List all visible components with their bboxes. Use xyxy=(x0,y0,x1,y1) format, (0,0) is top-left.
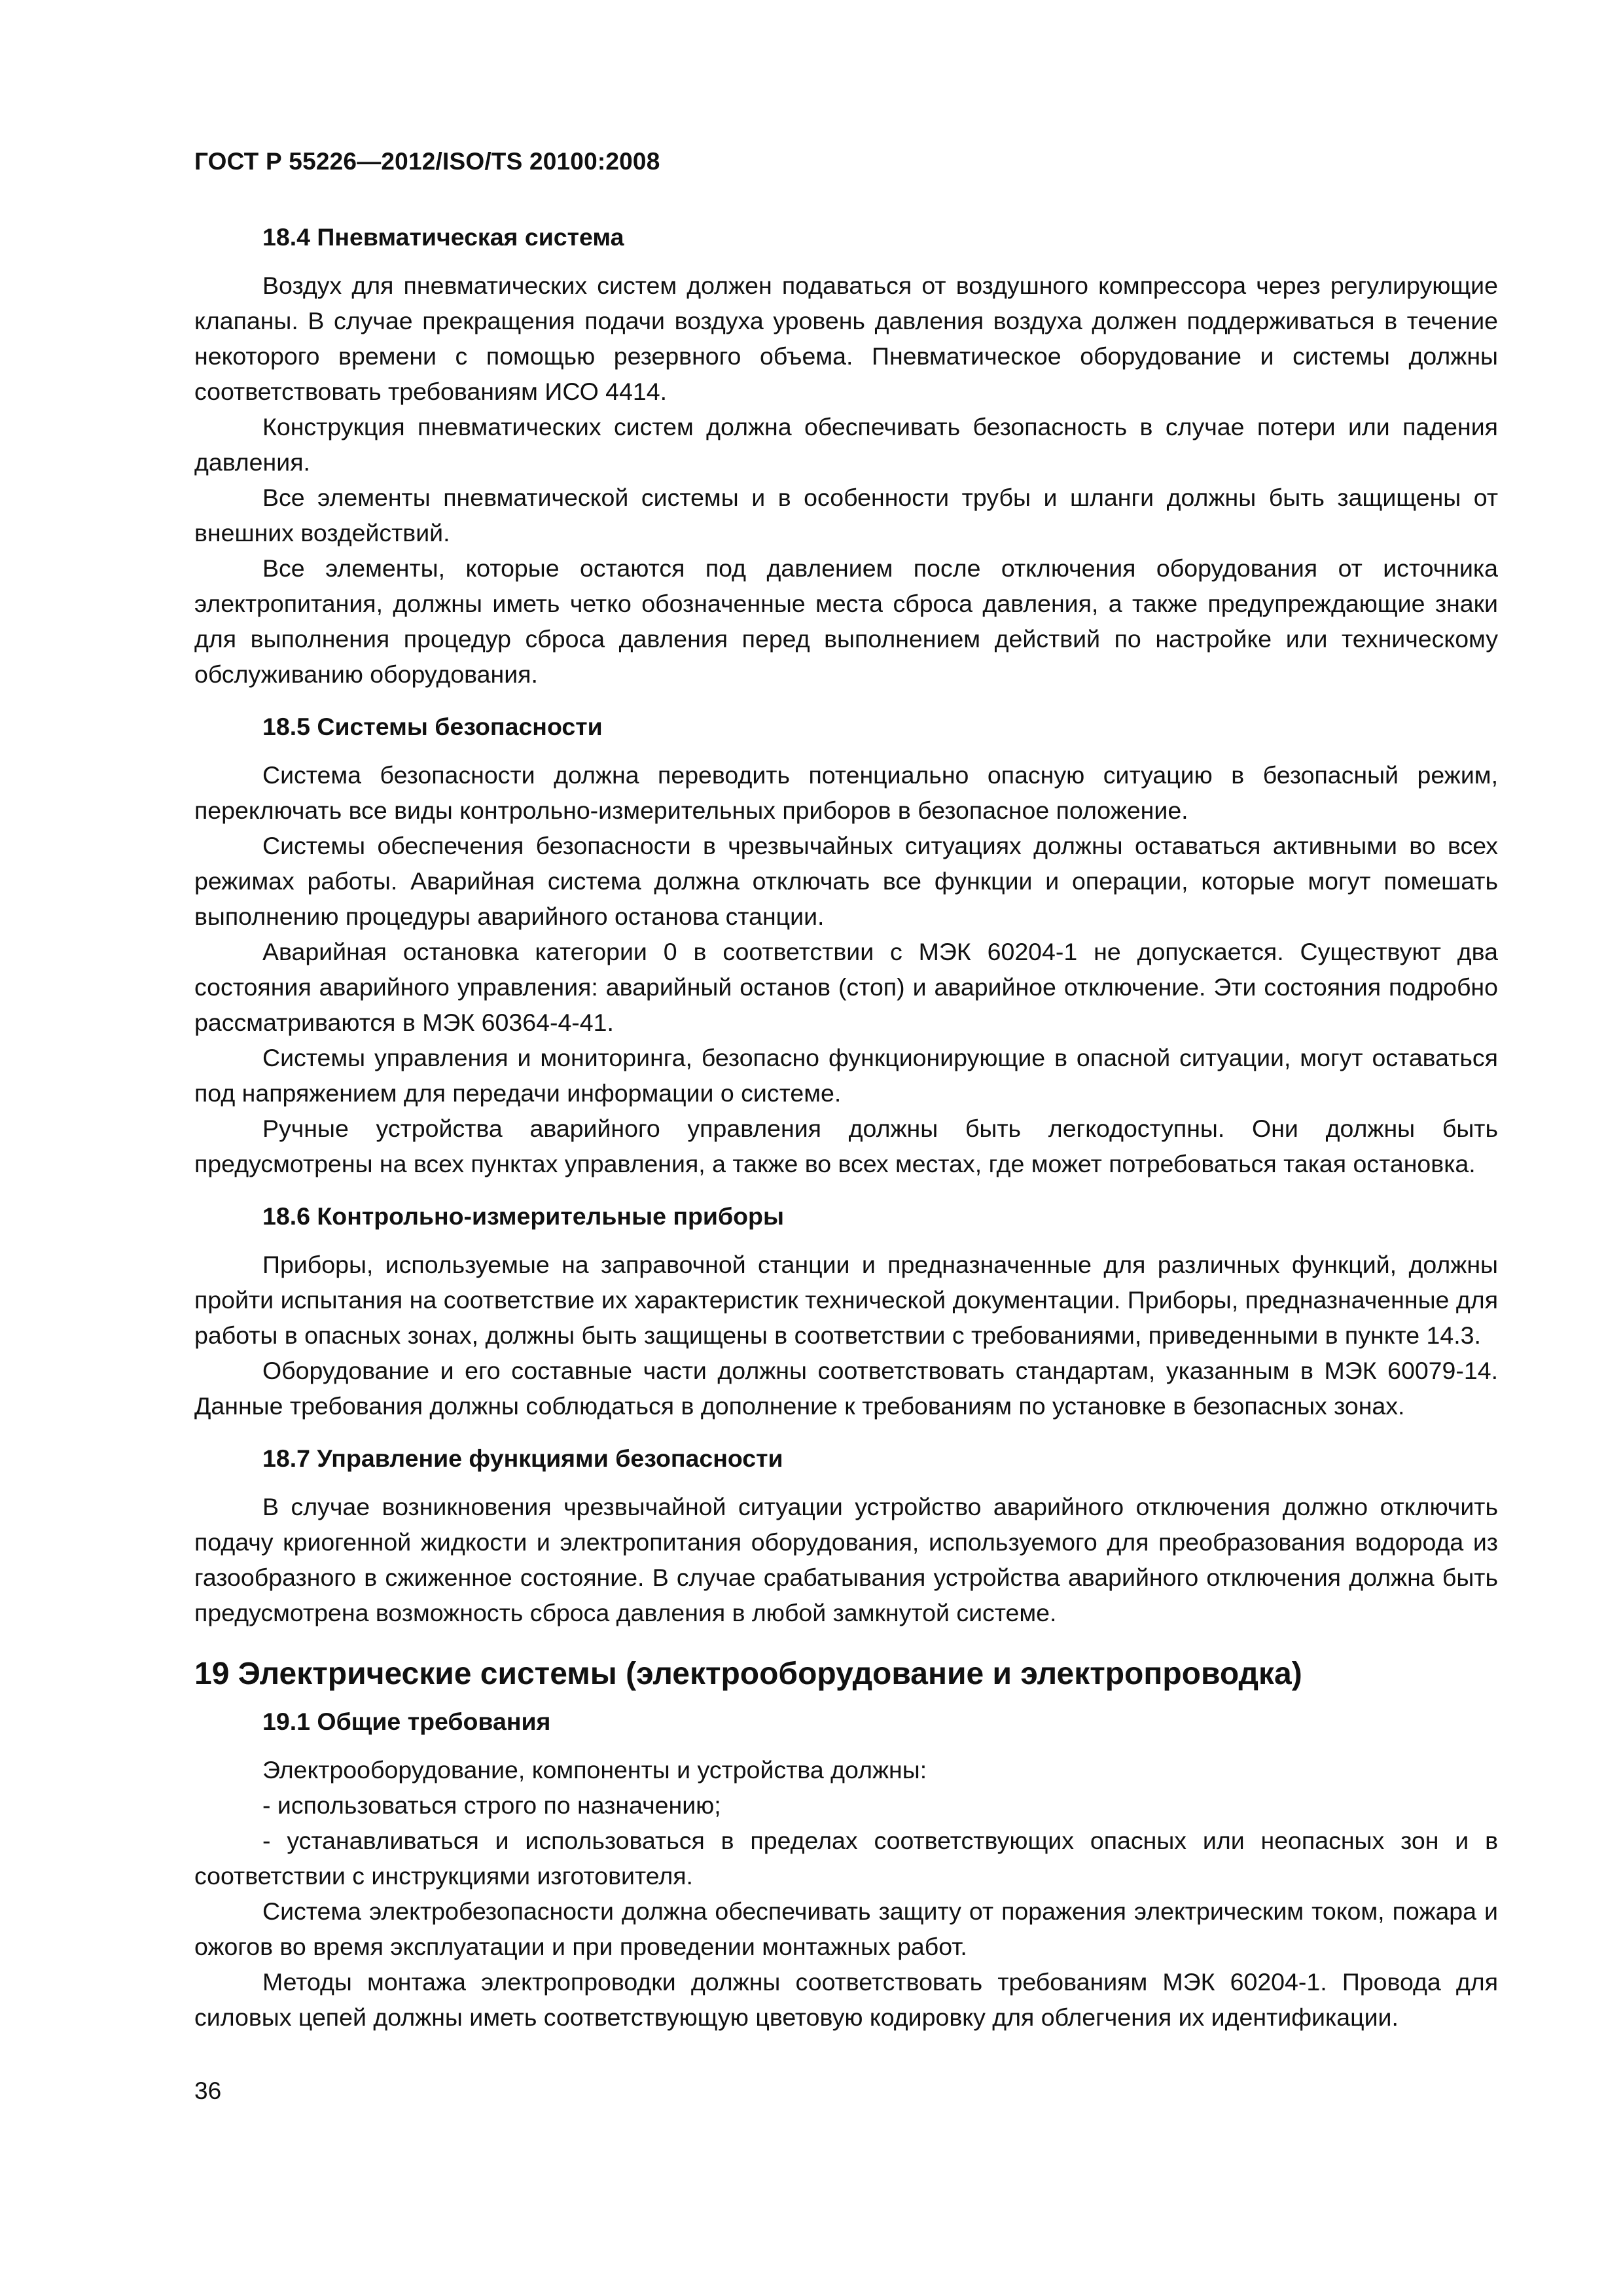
paragraph: Оборудование и его составные части должны соответствовать стандартам, указанным в МЭК 60079-14. Данные требования должны соблюдаться в дополнение к требованиям по установке в безопасных зонах. xyxy=(194,1357,1498,1420)
page-number: 36 xyxy=(194,2077,222,2104)
heading-18-6: 18.6 Контрольно-измерительные приборы xyxy=(262,1202,784,1230)
paragraph: Системы управления и мониторинга, безопасно функционирующие в опасной ситуации, могут оставаться под напряжением для передачи информации о системе. xyxy=(194,1044,1498,1107)
paragraph: Воздух для пневматических систем должен подаваться от воздушного компрессора через регулирующие клапаны. В случае прекращения подачи воздуха уровень давления воздуха должен поддерживаться в течение некоторого времени с помощью резервного объема. Пневматическое оборудование и системы должны соответствовать требованиям ИСО 4414. xyxy=(194,272,1498,405)
paragraph: Система безопасности должна переводить потенциально опасную ситуацию в безопасный режим, переключать все виды контрольно-измерительных приборов в безопасное положение. xyxy=(194,761,1498,824)
paragraph: Приборы, используемые на заправочной станции и предназначенные для различных функций, должны пройти испытания на соответствие их характеристик технической документации. Приборы, предназначенные для работы в опасных зонах, должны быть защищены в соответствии с требованиями, приведенными в пункте 14.3. xyxy=(194,1251,1498,1349)
paragraph: В случае возникновения чрезвычайной ситуации устройство аварийного отключения должно отключить подачу криогенной жидкости и электропитания оборудования, используемого для преобразования водорода из газообразного в сжиженное состояние. В случае срабатывания устройства аварийного отключения должна быть предусмотрена возможность сброса давления в любой замкнутой системе. xyxy=(194,1493,1498,1626)
paragraph: Ручные устройства аварийного управления должны быть легкодоступны. Они должны быть предусмотрены на всех пунктах управления, а также во всех местах, где может потребоваться такая остановка. xyxy=(194,1115,1498,1177)
paragraph: Электрооборудование, компоненты и устройства должны: xyxy=(262,1756,927,1784)
paragraph: Все элементы, которые остаются под давлением после отключения оборудования от источника электропитания, должны иметь четко обозначенные места сброса давления, а также предупреждающие знаки для выполнения процедур сброса давления перед выполнением действий по настройке или техническому обслуживанию оборудования. xyxy=(194,554,1498,688)
heading-19: 19 Электрические системы (электрооборудование и электропроводка) xyxy=(194,1657,1302,1691)
heading-18-7: 18.7 Управление функциями безопасности xyxy=(262,1444,783,1472)
paragraph: Методы монтажа электропроводки должны соответствовать требованиям МЭК 60204-1. Провода для силовых цепей должны иметь соответствующую цветовую кодировку для облегчения их идентификации. xyxy=(194,1968,1498,2031)
heading-19-1: 19.1 Общие требования xyxy=(262,1708,551,1735)
document-body xyxy=(194,219,1498,2035)
paragraph: Все элементы пневматической системы и в особенности трубы и шланги должны быть защищены от внешних воздействий. xyxy=(194,484,1498,547)
document-header: ГОСТ Р 55226—2012/ISO/TS 20100:2008 xyxy=(194,148,660,175)
heading-18-5: 18.5 Системы безопасности xyxy=(262,713,603,740)
paragraph: Система электробезопасности должна обеспечивать защиту от поражения электрическим током, пожара и ожогов во время эксплуатации и при проведении монтажных работ. xyxy=(194,1897,1498,1960)
paragraph: Аварийная остановка категории 0 в соответствии с МЭК 60204-1 не допускается. Существуют два состояния аварийного управления: аварийный останов (стоп) и аварийное отключение. Эти состояния подробно рассматриваются в МЭК 60364-4-41. xyxy=(194,938,1498,1036)
list-item: - устанавливаться и использоваться в пределах соответствующих опасных или неопасных зон и в соответствии с инструкциями изготовителя. xyxy=(194,1827,1498,1890)
heading-18-4: 18.4 Пневматическая система xyxy=(262,223,624,251)
list-item: - использоваться строго по назначению; xyxy=(262,1791,721,1819)
paragraph: Конструкция пневматических систем должна обеспечивать безопасность в случае потери или падения давления. xyxy=(194,413,1498,476)
paragraph: Системы обеспечения безопасности в чрезвычайных ситуациях должны оставаться активными во всех режимах работы. Аварийная система должна отключать все функции и операции, которые могут помешать выполнению процедуры аварийного останова станции. xyxy=(194,832,1498,930)
